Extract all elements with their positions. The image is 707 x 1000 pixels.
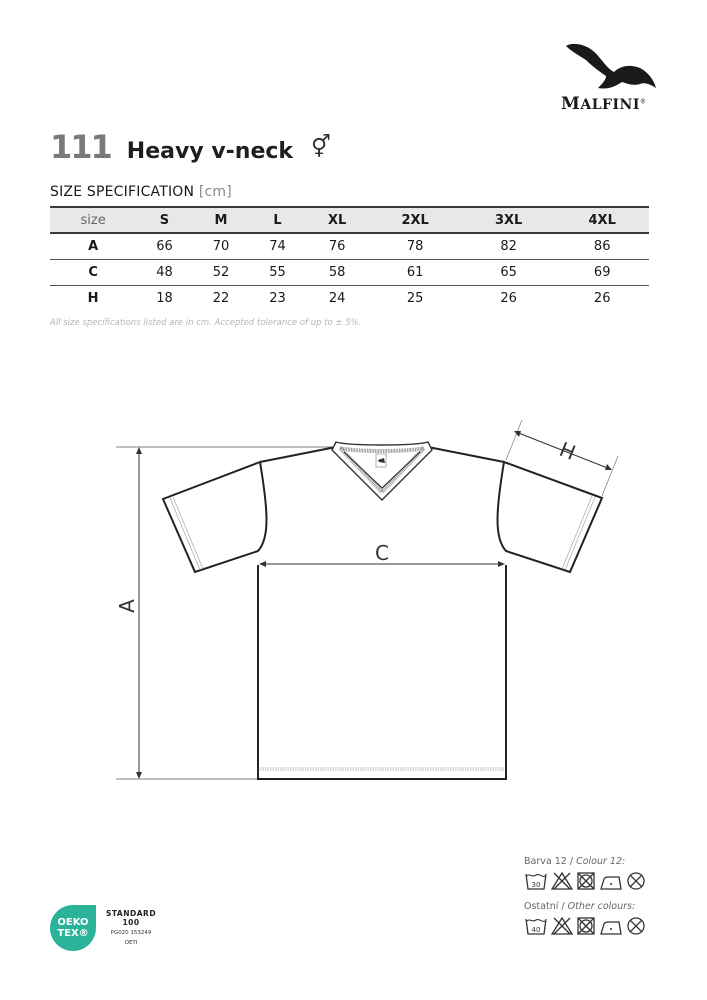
no-tumble-dry-icon xyxy=(576,916,596,936)
table-row xyxy=(50,233,649,259)
table-cell: 69 xyxy=(555,259,649,285)
table-cell: 70 xyxy=(193,233,250,259)
no-bleach-icon xyxy=(551,871,573,891)
unisex-icon: ⚥ xyxy=(311,135,331,160)
malfini-logo xyxy=(556,40,666,116)
oeko-tex-info: STANDARD 100 PG020 153249 OETI xyxy=(106,909,157,946)
size-col-3xl: 3XL xyxy=(462,207,556,233)
svg-text:30: 30 xyxy=(531,881,541,889)
table-cell: 22 xyxy=(212,290,230,306)
product-number: 111 xyxy=(50,128,111,166)
no-tumble-dry-icon xyxy=(576,871,596,891)
care-instructions xyxy=(524,856,674,946)
iron-low-icon xyxy=(599,916,623,936)
oeko-tex-certification xyxy=(50,905,156,951)
no-dry-clean-icon xyxy=(626,916,646,936)
other-colours-care-icons xyxy=(524,916,674,936)
table-cell: 18 xyxy=(156,290,173,306)
size-col-m: M xyxy=(193,207,250,233)
size-col-s: S xyxy=(136,207,193,233)
size-table xyxy=(50,206,649,311)
size-col-4xl: 4XL xyxy=(555,207,649,233)
table-cell: 78 xyxy=(368,233,462,259)
table-cell: 58 xyxy=(306,259,369,285)
size-spec-heading: SIZE SPECIFICATION [cm] xyxy=(50,184,232,200)
row-label: C xyxy=(50,259,136,285)
row-label: H xyxy=(87,290,99,306)
table-cell: 66 xyxy=(136,233,193,259)
no-bleach-icon xyxy=(551,916,573,936)
table-cell: 55 xyxy=(249,259,306,285)
size-col-xl: XL xyxy=(306,207,369,233)
colour12-label: Barva 12 / Colour 12: xyxy=(524,856,626,867)
colour12-care-icons xyxy=(524,871,674,891)
table-cell: 86 xyxy=(555,233,649,259)
table-cell: 48 xyxy=(136,259,193,285)
size-col-2xl: 2XL xyxy=(368,207,462,233)
label-c: C xyxy=(375,541,389,565)
size-header-label: size xyxy=(50,207,136,233)
product-title xyxy=(50,128,331,166)
size-header-row xyxy=(50,207,649,233)
table-cell: 24 xyxy=(328,290,346,306)
product-name: Heavy v-neck xyxy=(126,139,294,164)
table-cell: 82 xyxy=(462,233,556,259)
table-cell: 61 xyxy=(368,259,462,285)
eagle-icon xyxy=(562,40,658,92)
table-cell: 25 xyxy=(406,290,424,306)
wash-30-icon xyxy=(524,871,548,891)
tshirt-diagram xyxy=(100,420,640,800)
brand-name: MALFINI® xyxy=(561,94,647,114)
table-cell: 74 xyxy=(249,233,306,259)
label-a: A xyxy=(115,599,139,613)
row-label: A xyxy=(50,233,136,259)
iron-low-icon xyxy=(599,871,623,891)
size-col-l: L xyxy=(249,207,306,233)
svg-text:40: 40 xyxy=(531,926,541,934)
tolerance-note: All size specifications listed are in cm. Accepted tolerance of up to ± 5%. xyxy=(50,318,362,328)
table-cell: 23 xyxy=(269,290,286,306)
table-cell: 26 xyxy=(500,290,517,306)
table-row xyxy=(50,285,649,311)
no-dry-clean-icon xyxy=(626,871,646,891)
table-cell: 26 xyxy=(593,290,611,306)
label-h: H xyxy=(556,436,580,465)
table-cell: 76 xyxy=(306,233,369,259)
table-cell: 52 xyxy=(193,259,250,285)
oeko-tex-badge: OEKO TEX® xyxy=(50,905,96,951)
wash-40-icon xyxy=(524,916,548,936)
table-cell: 65 xyxy=(462,259,556,285)
other-colours-label: Ostatní / Other colours: xyxy=(524,901,636,912)
table-row xyxy=(50,259,649,285)
